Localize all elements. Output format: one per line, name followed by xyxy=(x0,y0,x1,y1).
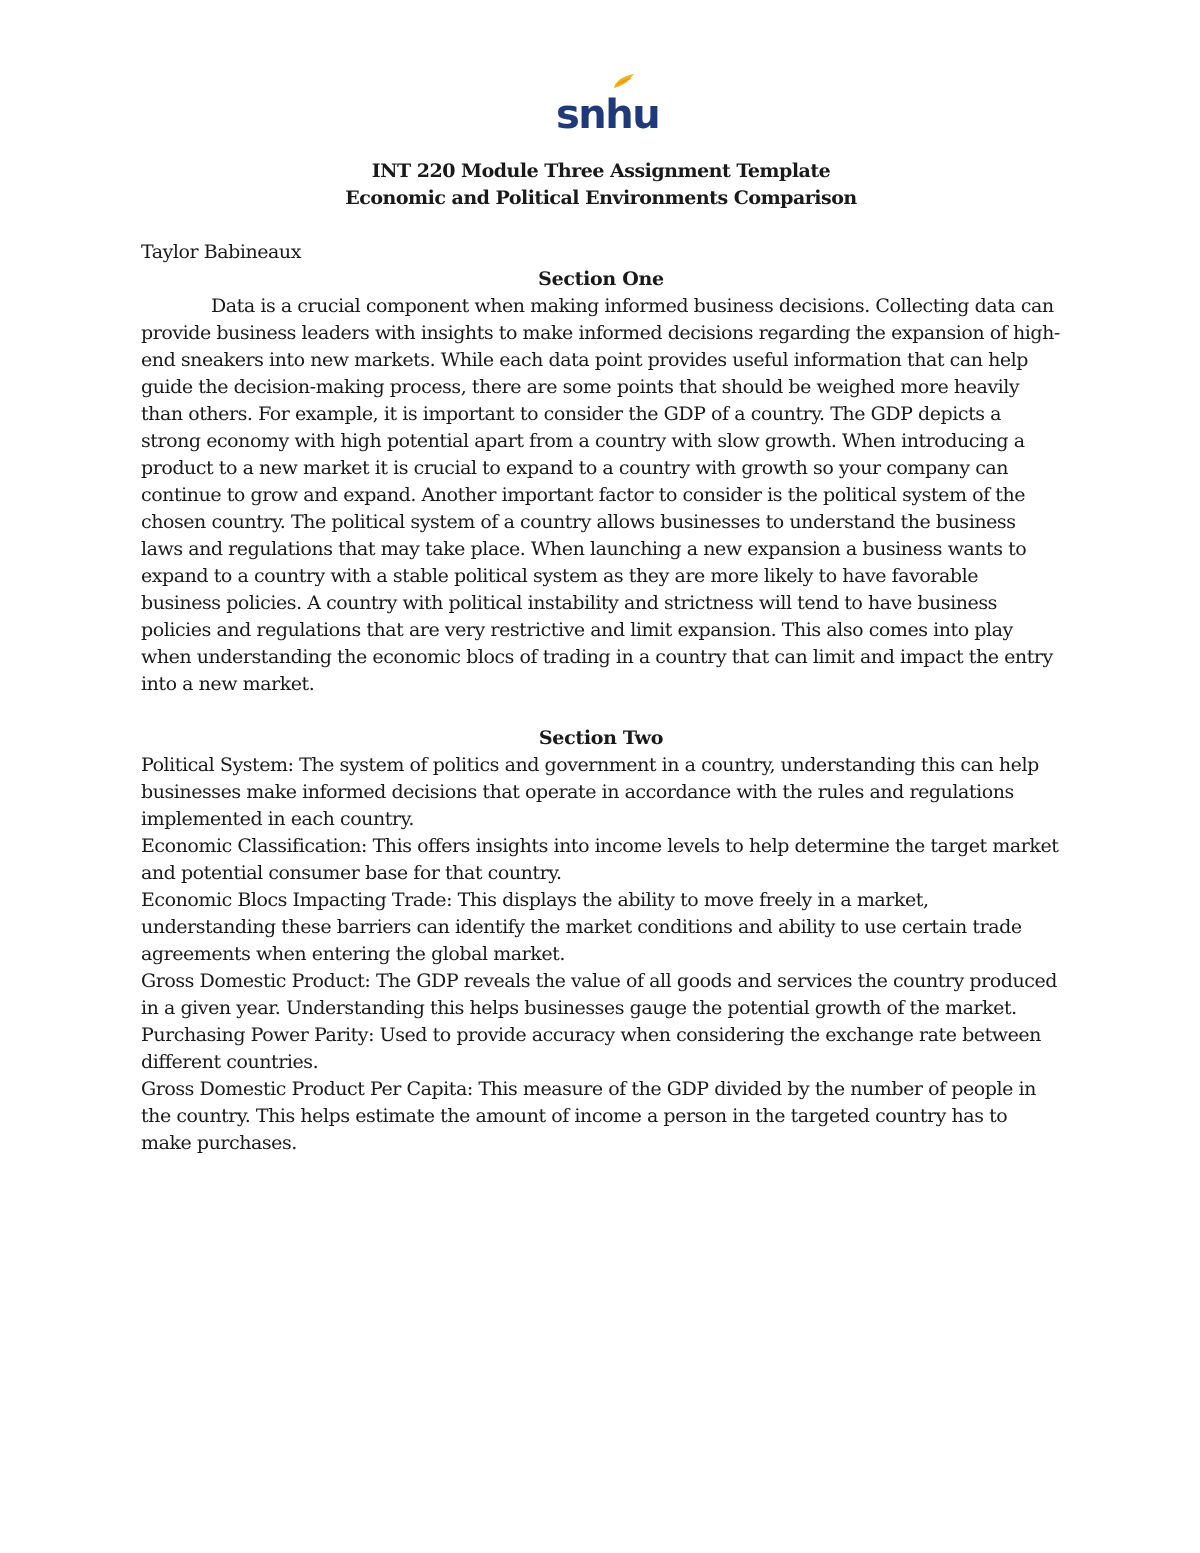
document-subtitle: Economic and Political Environments Comparison xyxy=(345,187,857,209)
section-one-heading: Section One xyxy=(538,268,664,290)
definition-gdp: Gross Domestic Product: The GDP reveals the value of all goods and services the country produced in a given year. Understanding this helps businesses gauge the potential growth of the market. xyxy=(141,970,1057,1019)
definition-economic-classification: Economic Classification: This offers insights into income levels to help determine the target market and potential consumer base for that country. xyxy=(141,835,1059,884)
document-title: INT 220 Module Three Assignment Template xyxy=(371,160,831,182)
spacer xyxy=(141,698,1061,725)
definition-political-system: Political System: The system of politics and government in a country, understanding this can help businesses make informed decisions that operate in accordance with the rules and regulations implemented in each country. xyxy=(141,754,1039,830)
definition-economic-blocs: Economic Blocs Impacting Trade: This displays the ability to move freely in a market, understanding these barriers can identify the market conditions and ability to use certain trade agreements when entering the global market. xyxy=(141,889,1022,965)
logo-wordmark: snhu xyxy=(556,92,660,138)
author-name: Taylor Babineaux xyxy=(141,241,301,263)
section-two-heading: Section Two xyxy=(538,727,664,749)
definition-gdp-per-capita: Gross Domestic Product Per Capita: This measure of the GDP divided by the number of people in the country. This helps estimate the amount of income a person in the targeted country has to make purchases. xyxy=(141,1078,1036,1154)
section-one-paragraph: Data is a crucial component when making informed business decisions. Collecting data can provide business leaders with insights to make informed decisions regarding the expansion of high-end sneakers into new markets. While each data point provides useful information that can help guide the decision-making process, there are some points that should be weighed more heavily than others. For example, it is important to consider the GDP of a country. The GDP depicts a strong economy with high potential apart from a country with slow growth. When introducing a product to a new market it is crucial to expand to a country with growth so your company can continue to grow and expand. Another important factor to consider is the political system of the chosen country. The political system of a country allows businesses to understand the business laws and regulations that may take place. When launching a new expansion a business wants to expand to a country with a stable political system as they are more likely to have favorable business policies. A country with political instability and strictness will tend to have business policies and regulations that are very restrictive and limit expansion. This also comes into play when understanding the economic blocs of trading in a country that can limit and impact the entry into a new market. xyxy=(141,295,1060,695)
section-one-body xyxy=(141,293,1061,698)
definition-ppp: Purchasing Power Parity: Used to provide accuracy when considering the exchange rate between different countries. xyxy=(141,1024,1041,1073)
section-two-definitions xyxy=(141,752,1061,1157)
snhu-logo xyxy=(556,72,660,138)
document-body xyxy=(141,158,1061,1157)
